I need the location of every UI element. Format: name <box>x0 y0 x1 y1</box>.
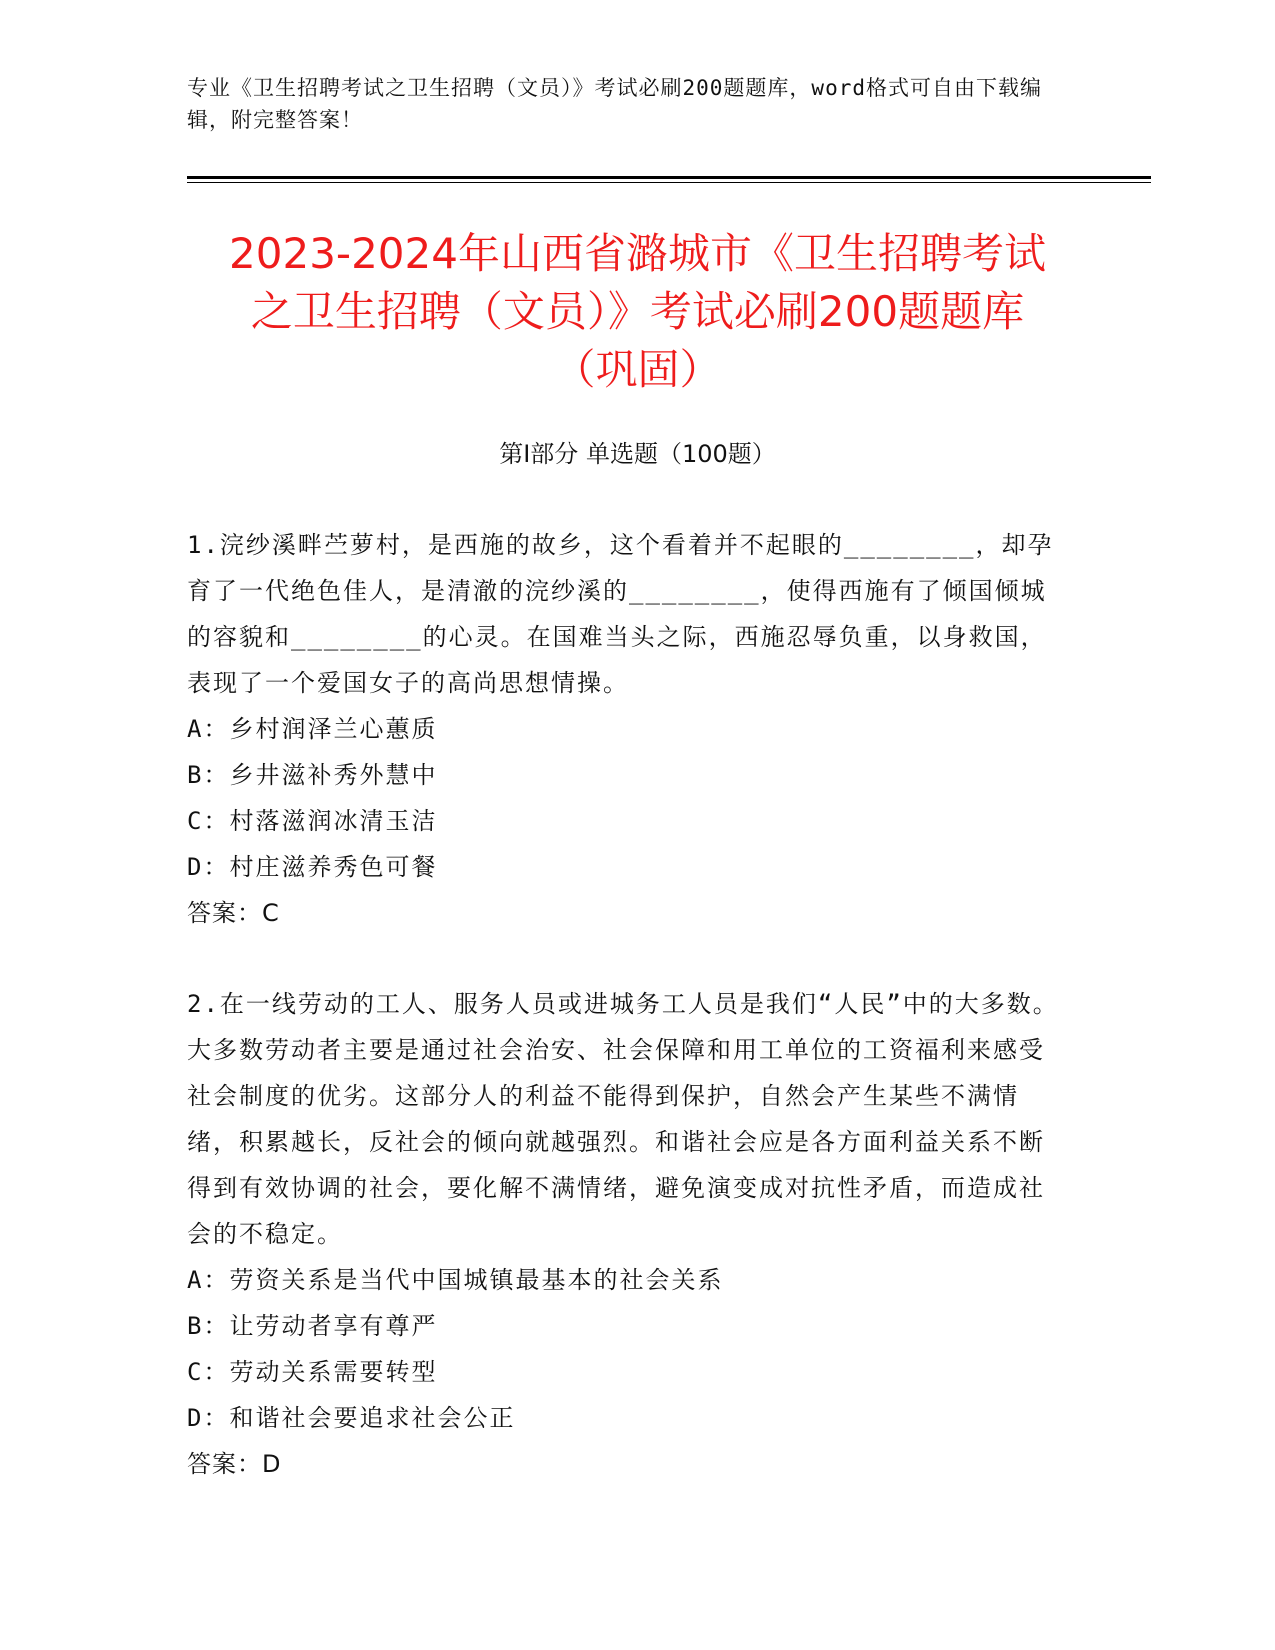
header-divider-thin <box>187 182 1151 183</box>
answer-label: 答案：C <box>187 899 280 927</box>
option-a: A：劳资关系是当代中国城镇最基本的社会关系 <box>187 1266 724 1294</box>
header-divider-thick <box>187 176 1151 179</box>
document-intro: 专业《卫生招聘考试之卫生招聘（文员）》考试必刷200题题库，word格式可自由下载编辑，附完整答案！ <box>187 76 1042 132</box>
question-stem: 1.浣纱溪畔苎萝村，是西施的故乡，这个看着并不起眼的________，却孕育了一代绝色佳人，是清澈的浣纱溪的________，使得西施有了倾国倾城的容貌和________的心灵。在国难当头之际，西施忍辱负重，以身救国，表现了一个爱国女子的高尚思想情操。 <box>187 531 1054 697</box>
option-a: A：乡村润泽兰心蕙质 <box>187 715 438 743</box>
option-b: B：乡井滋补秀外慧中 <box>187 761 438 789</box>
option-d: D：和谐社会要追求社会公正 <box>187 1404 516 1432</box>
document-title <box>120 225 1155 399</box>
option-b: B：让劳动者享有尊严 <box>187 1312 438 1340</box>
option-c: C：村落滋润冰清玉洁 <box>187 807 438 835</box>
question-2 <box>187 981 1067 1487</box>
question-stem: 2.在一线劳动的工人、服务人员或进城务工人员是我们“人民”中的大多数。大多数劳动者主要是通过社会治安、社会保障和用工单位的工资福利来感受社会制度的优劣。这部分人的利益不能得到保护，自然会产生某些不满情绪，积累越长，反社会的倾向就越强烈。和谐社会应是各方面利益关系不断得到有效协调的社会，要化解不满情绪，避免演变成对抗性矛盾，而造成社会的不稳定。 <box>187 990 1059 1248</box>
title-line-1: 2023-2024年山西省潞城市《卫生招聘考试 <box>229 229 1046 278</box>
title-line-2: 之卫生招聘（文员）》考试必刷200题题库 <box>250 287 1025 336</box>
title-line-3: （巩固） <box>553 345 722 394</box>
section-heading: 第Ⅰ部分 单选题（100题） <box>499 440 776 468</box>
option-c: C：劳动关系需要转型 <box>187 1358 438 1386</box>
answer-label: 答案：D <box>187 1450 282 1478</box>
question-1 <box>187 522 1067 936</box>
option-d: D：村庄滋养秀色可餐 <box>187 853 438 881</box>
